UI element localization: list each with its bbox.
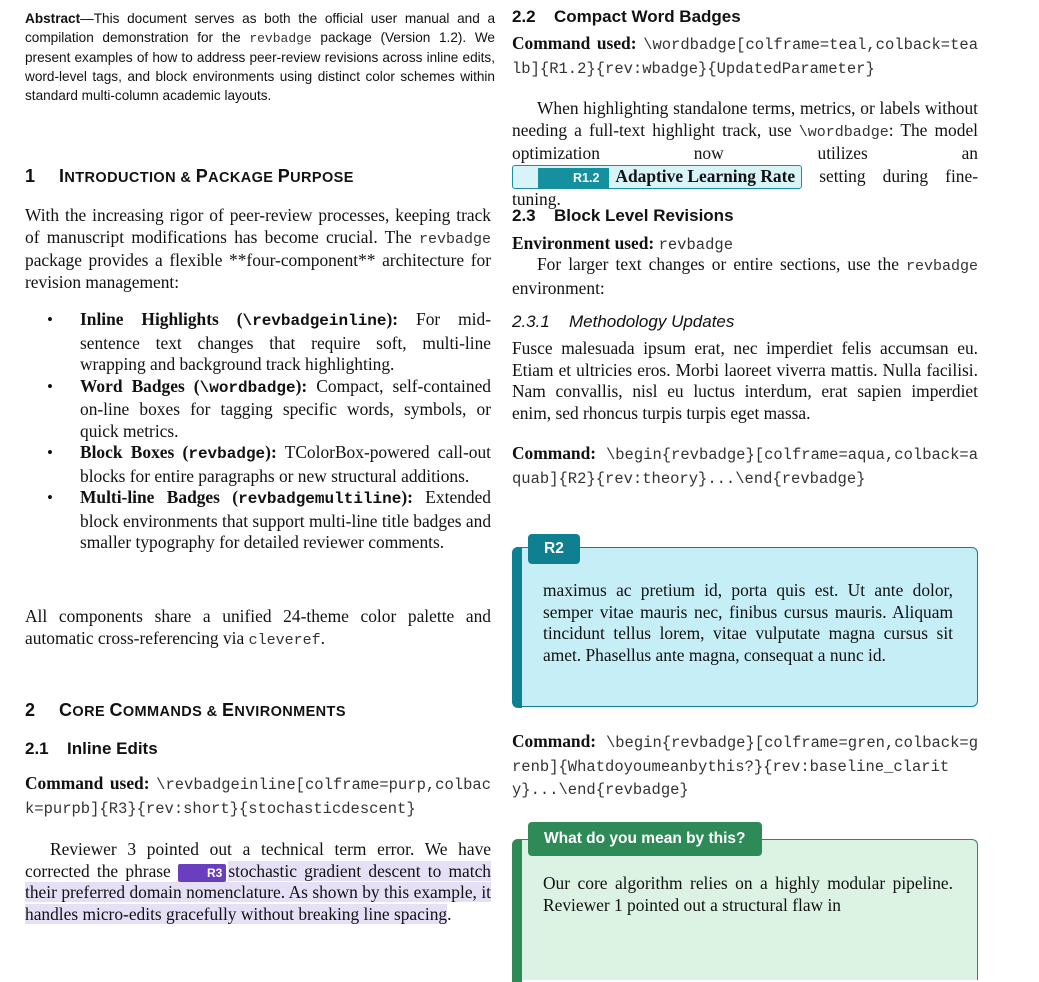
green-box-title: What do you mean by this? — [528, 822, 762, 856]
r3-badge: R3 — [178, 864, 226, 882]
r2-box-title: R2 — [528, 534, 580, 564]
box-accent-bar — [512, 839, 522, 982]
palette-paragraph: All components share a unified 24-theme color palette and automatic cross-referencing via cleveref. — [25, 606, 491, 649]
list-item: • Multi-line Badges (revbadgemultiline): Extended block environments that support multi-line title badges and smaller typography for detailed reviewer comments. — [47, 487, 492, 552]
r2-revision-box — [512, 540, 978, 707]
wordbadge-paragraph: When highlighting standalone terms, metrics, or labels without needing a full-text highlight track, use \wordbadge: The model optimization now utilizes an R1.2 Adaptive Learning Rate setting during fine-tuning. — [512, 98, 978, 209]
word-badge — [512, 165, 802, 189]
lorem-paragraph: Fusce malesuada ipsum erat, nec imperdiet felis accumsan eu. Etiam et ultricies eros. Morbi laoreet viverra mattis. Nulla facilisi. Nam convallis, nisl eu luctus interdum, erat sapien imperdiet enim, sed rhoncus turpis turpis eget massa. — [512, 338, 978, 423]
environment-line: Environment used: revbadge — [512, 233, 733, 254]
inline-edit-paragraph: Reviewer 3 pointed out a technical term error. We have corrected the phrase R3 stochastic gradient descent to match their preferred domain nomenclature. As shown by this example, it handles micro-edits gracefully without breaking line spacing. — [25, 839, 491, 924]
subsection-2-3-heading: 2.3 Block Level Revisions — [512, 206, 734, 225]
subsection-2-2-heading: 2.2 Compact Word Badges — [512, 7, 741, 26]
word-badge-text: Adaptive Learning Rate — [615, 165, 796, 186]
wordbadge-command-line: Command used: \wordbadge[colframe=teal,colback=tealb]{R1.2}{rev:wbadge}{UpdatedParameter} — [512, 33, 978, 78]
section-1-heading: 1 INTRODUCTION & PACKAGE PURPOSE — [25, 166, 354, 186]
component-list — [25, 309, 491, 554]
section-2-heading: 2 CORE COMMANDS & ENVIRONMENTS — [25, 700, 346, 720]
intro-paragraph: With the increasing rigor of peer-review processes, keeping track of manuscript modifications has become crucial. The revbadge package provides a flexible **four-component** architecture for revision management: — [25, 205, 491, 292]
green-revision-box — [512, 830, 978, 980]
green-command-line: Command: \begin{revbadge}[colframe=gren,colback=grenb]{Whatdoyoumeanbythis?}{rev:baseline_clarity}...\end{revbadge} — [512, 731, 978, 799]
subsubsection-heading: 2.3.1 Methodology Updates — [512, 312, 735, 331]
inline-command-line: Command used: \revbadgeinline[colframe=purp,colback=purpb]{R3}{rev:short}{stochasticdescent} — [25, 773, 491, 818]
abstract: Abstract—This document serves as both the official user manual and a compilation demonstration for the revbadge package (Version 1.2). We present examples of how to address peer-review revisions across inline edits, word-level tags, and block environments using distinct color schemes within standard multi-column academic layouts. — [25, 11, 495, 103]
inline-highlight: stochastic gradient descent to match their preferred domain nomenclature. As shown by this example, it handles micro-edits gracefully without breaking line spacing — [25, 860, 491, 924]
r2-box-body: maximus ac pretium id, porta quis est. Ut ante dolor, semper vitae mauris nec, finibus cursus mauris. Aliquam tincidunt tellus lorem, vitae vulputate magna cursus sit amet. Phasellus ante magna, consequat a nunc id. — [543, 580, 953, 665]
box-accent-bar — [512, 547, 522, 708]
r2-command-line: Command: \begin{revbadge}[colframe=aqua,colback=aquab]{R2}{rev:theory}...\end{revbadge} — [512, 443, 978, 488]
abstract-label: Abstract — [25, 11, 81, 26]
subsection-2-1-heading: 2.1 Inline Edits — [25, 739, 158, 758]
list-item: • Word Badges (\wordbadge): Compact, self-contained on-line boxes for tagging specific words, symbols, or quick metrics. — [47, 375, 491, 441]
abstract-code: revbadge — [249, 31, 312, 46]
word-badge-tag: R1.2 — [538, 168, 609, 188]
block-revision-paragraph: For larger text changes or entire sections, use the revbadge environment: — [512, 254, 978, 298]
list-item: • Inline Highlights (\revbadgeinline): For mid-sentence text changes that require soft, multi-line wrapping and background track highlighting. — [47, 309, 491, 374]
green-box-body: Our core algorithm relies on a highly modular pipeline. Reviewer 1 pointed out a structural flaw in — [543, 873, 953, 915]
list-item: • Block Boxes (revbadge): TColorBox-powered call-out blocks for entire paragraphs or new structural additions. — [47, 442, 491, 486]
